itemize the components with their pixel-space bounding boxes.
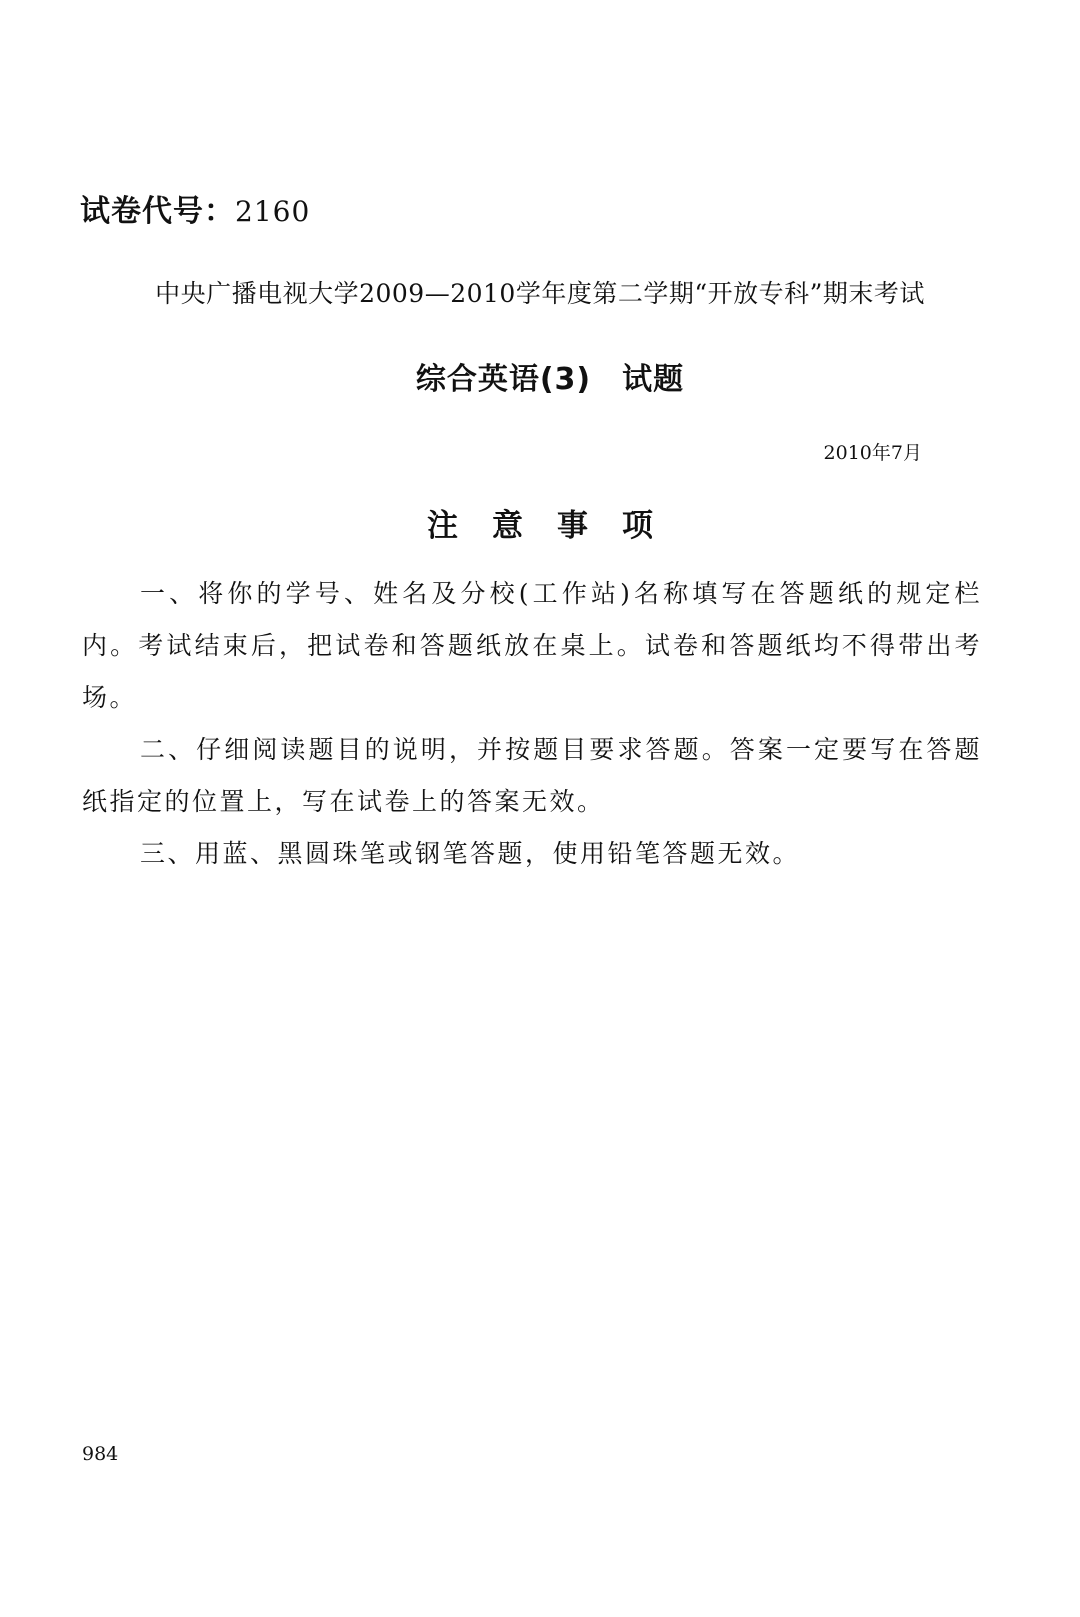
notice-list: [82, 568, 982, 880]
institution-line: 中央广播电视大学2009—2010学年度第二学期“开放专科”期末考试: [155, 279, 925, 308]
exam-code-value: 2160: [235, 195, 311, 228]
exam-title: 综合英语(3) 试题: [415, 362, 685, 397]
exam-date: 2010年7月: [823, 442, 922, 464]
exam-code: [80, 186, 310, 230]
notice-item-3: 三、用蓝、黑圆珠笔或钢笔答题，使用铅笔答题无效。: [140, 839, 801, 868]
page-number: 984: [82, 1443, 119, 1465]
exam-code-label: 试卷代号：: [80, 194, 235, 229]
notice-item-1: 一、将你的学号、姓名及分校(工作站)名称填写在答题纸的规定栏内。考试结束后，把试卷和答题纸放在桌上。试卷和答题纸均不得带出考场。: [82, 579, 982, 712]
notice-item-2: 二、仔细阅读题目的说明，并按题目要求答题。答案一定要写在答题纸指定的位置上，写在试卷上的答案无效。: [82, 735, 982, 816]
notice-heading: 注意事项: [427, 508, 687, 544]
